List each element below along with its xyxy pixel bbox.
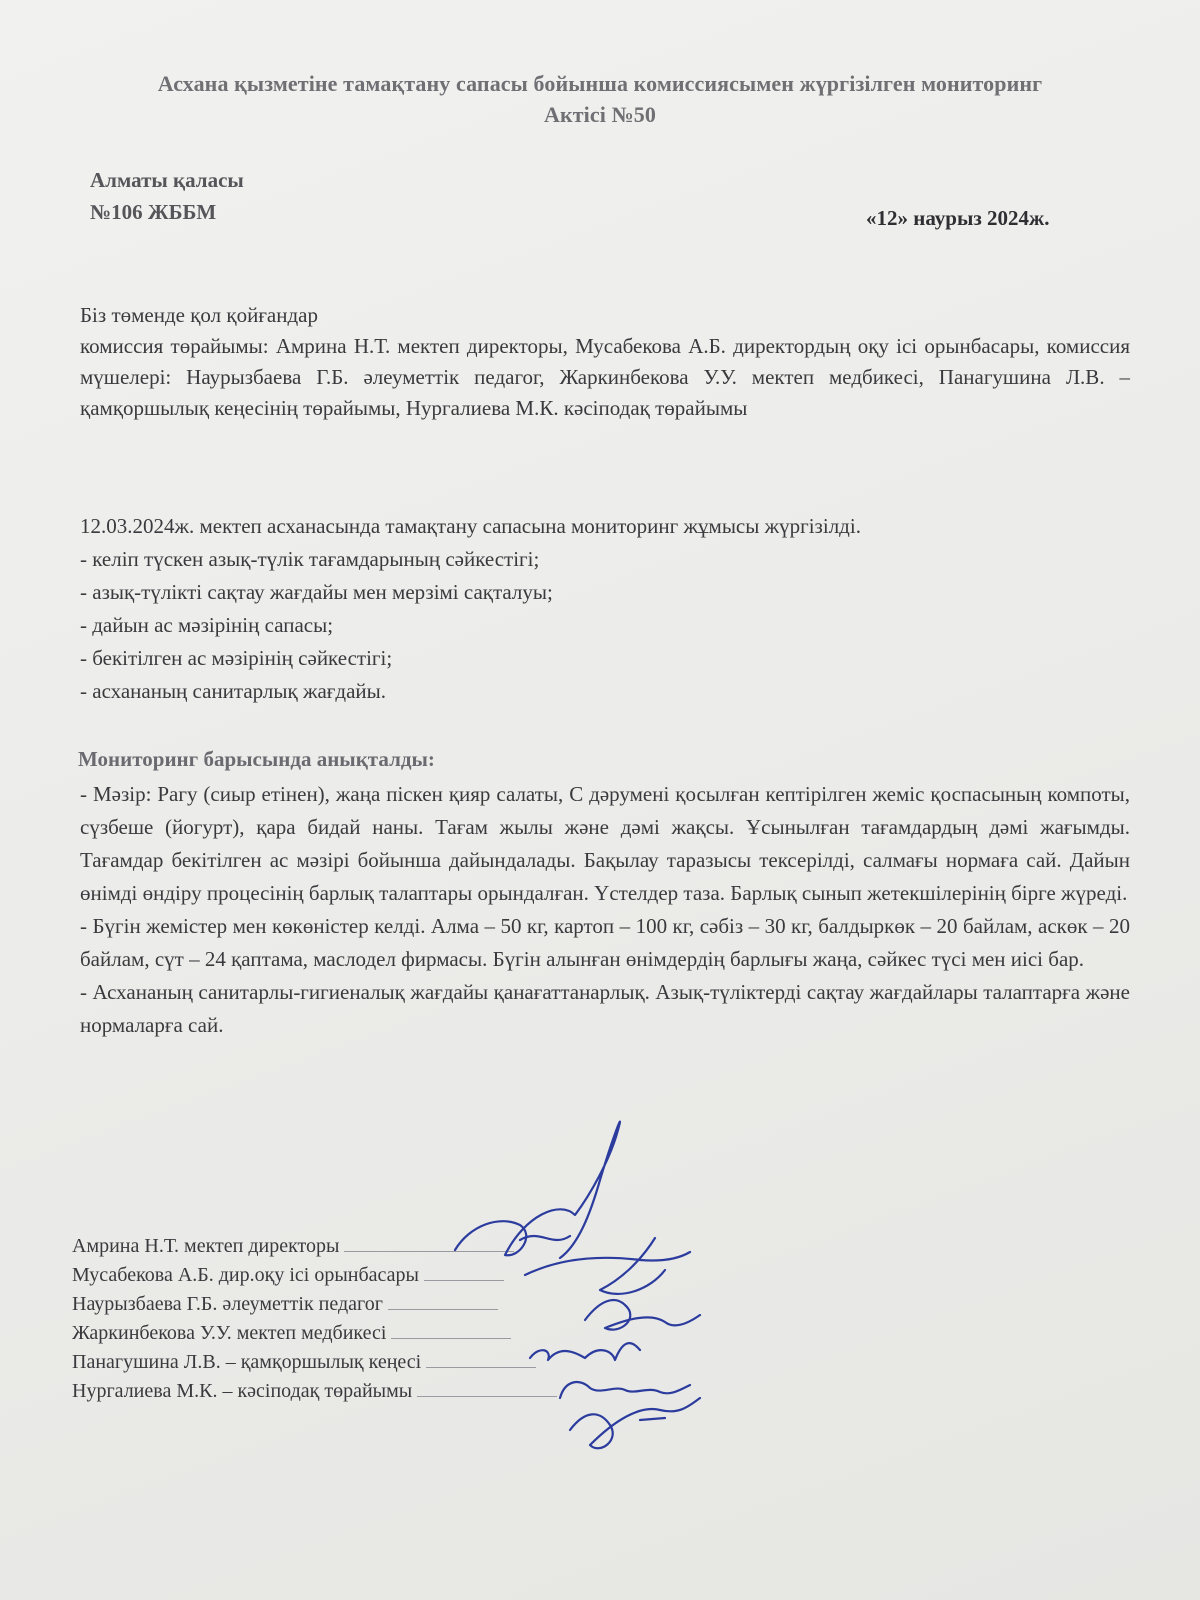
signer-name: Жаркинбекова У.У. мектеп медбикесі (72, 1322, 387, 1344)
findings-section (80, 778, 1130, 1042)
finding-sanitary: - Асхананың санитарлы-гигиеналық жағдайы қанағаттанарлық. Азық-түліктерді сақтау жағдайлары талаптарға және нормаларға сай. (80, 980, 1130, 1037)
intro-line: Біз төменде қол қойғандар (80, 303, 318, 327)
signature-line (388, 1308, 498, 1310)
title-line-1: Асхана қызметіне тамақтану сапасы бойынша комиссиясымен жүргізілген мониторинг (157, 71, 1043, 96)
signers-list (72, 1232, 712, 1406)
monitoring-item: - бекітілген ас мәзірінің сәйкестігі; (80, 646, 393, 670)
signature-line (417, 1395, 557, 1397)
monitoring-line: 12.03.2024ж. мектеп асханасында тамақтану сапасына мониторинг жұмысы жүргізілді. (80, 514, 861, 538)
document-title (60, 68, 1140, 130)
signature-line (424, 1279, 504, 1281)
signature-line (426, 1366, 536, 1368)
intro-section (80, 300, 1130, 424)
signer-row (72, 1348, 712, 1377)
document-date: «12» наурыз 2024ж. (866, 206, 1050, 230)
finding-menu: - Мәзір: Рагу (сиыр етінен), жаңа піскен қияр салаты, С дәрумені қосылған кептірілген жеміс қоспасының компоты, сүзбеше (йогурт), қара бидай наны. Тағам жылы және дәмі жақсы. Ұсынылған тағамдардың дәмі жағымды. Тағамдар бекітілген ас мәзірі бойынша дайындалады. Бақылау таразысы тексерілді, салмағы нормаға сай. Дайын өнімді өндіру процесінің барлық талаптары орындалған. Үстелдер таза. Барлық сынып жетекшілерінің бірге жүреді. (80, 782, 1130, 905)
signer-name: Наурызбаева Г.Б. әлеуметтік педагог (72, 1293, 383, 1315)
monitoring-item: - азық-түлікті сақтау жағдайы мен мерзімі сақталуы; (80, 580, 553, 604)
signer-name: Нургалиева М.К. – кәсіподақ төрайымы (72, 1380, 413, 1402)
signature-line (344, 1250, 514, 1252)
finding-produce: - Бүгін жемістер мен көкөністер келді. Алма – 50 кг, картоп – 100 кг, сәбіз – 30 кг, балдыркөк – 20 байлам, аскөк – 20 байлам, сүт – 24 қаптама, маслодел фирмасы. Бүгін алынған өнімдердің барлығы жаңа, сәйкес түсі мен иісі бар. (80, 914, 1130, 971)
monitoring-section (80, 510, 1130, 708)
signer-name: Панагушина Л.В. – қамқоршылық кеңесі (72, 1351, 422, 1373)
signer-row (72, 1377, 712, 1406)
monitoring-item: - дайын ас мәзірінің сапасы; (80, 613, 334, 637)
title-line-2: Актісі №50 (544, 102, 656, 127)
signer-name: Амрина Н.Т. мектеп директоры (72, 1235, 340, 1257)
signer-name: Мусабекова А.Б. дир.оқу ісі орынбасары (72, 1264, 419, 1286)
signer-row (72, 1319, 712, 1348)
monitoring-item: - асхананың санитарлық жағдайы. (80, 679, 386, 703)
school-label: №106 ЖББМ (90, 200, 217, 224)
city-label: Алматы қаласы (90, 168, 244, 192)
signer-row (72, 1290, 712, 1319)
signature-line (391, 1337, 511, 1339)
signer-row (72, 1232, 712, 1261)
monitoring-item: - келіп түскен азық-түлік тағамдарының сәйкестігі; (80, 547, 540, 571)
findings-heading: Мониторинг барысында анықталды: (78, 747, 435, 771)
commission-members: комиссия төрайымы: Амрина Н.Т. мектеп директоры, Мусабекова А.Б. директордың оқу ісі орынбасары, комиссия мүшелері: Наурызбаева Г.Б. әлеуметтік педагог, Жаркинбекова У.У. мектеп медбикесі, Панагушина Л.В. – қамқоршылық кеңесінің төрайымы, Нургалиева М.К. кәсіподақ төрайымы (80, 334, 1130, 420)
signer-row (72, 1261, 712, 1290)
